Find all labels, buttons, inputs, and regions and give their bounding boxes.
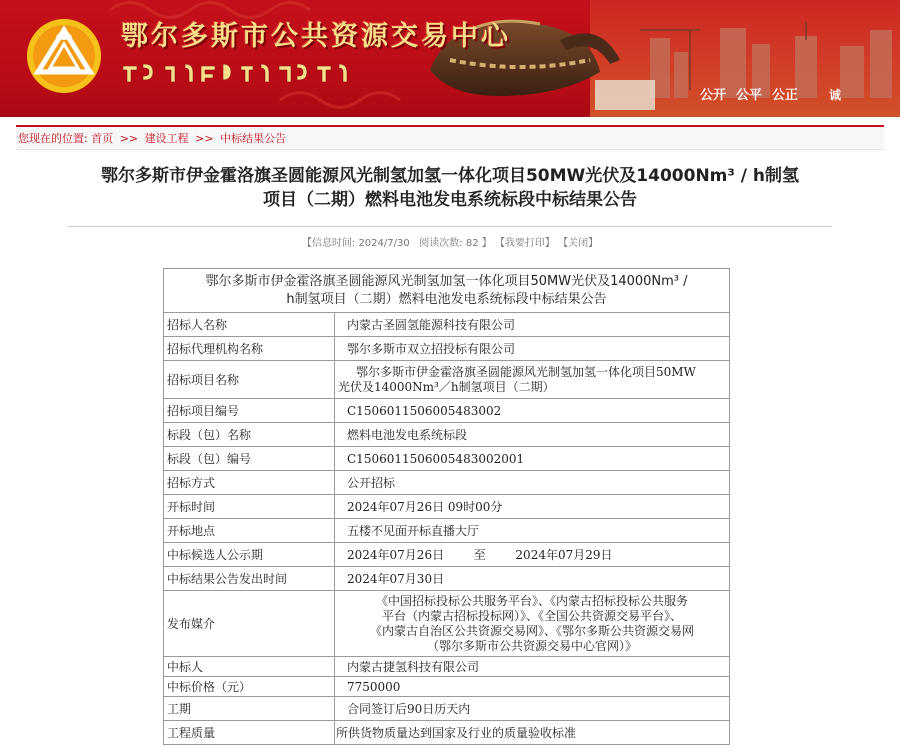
row-value: 燃料电池发电系统标段 [335, 423, 730, 447]
row-value: C1506011506005483002 [335, 399, 730, 423]
row-value-line-1: 鄂尔多斯市伊金霍洛旗圣圆能源风光制氢加氢一体化项目50MW [356, 364, 696, 379]
row-key: 标段（包）名称 [164, 423, 335, 447]
meta-close-bracket: 】 [481, 238, 492, 249]
row-value: 内蒙古捷氢科技有限公司 [335, 657, 730, 677]
table-row [164, 519, 730, 543]
row-key: 中标人 [164, 657, 335, 677]
table-row [164, 471, 730, 495]
info-time-label: 【信息时间: [301, 238, 356, 249]
title-divider [68, 226, 832, 227]
award-result-table [163, 268, 730, 745]
page-title [30, 164, 870, 212]
slogan-honest: 诚 [829, 88, 842, 102]
row-value: 公开招标 [335, 471, 730, 495]
publicity-start-date: 2024年07月26日 [347, 548, 445, 562]
table-row [164, 567, 730, 591]
table-row [164, 361, 730, 399]
table-heading [164, 269, 730, 313]
row-key: 工期 [164, 697, 335, 721]
row-key: 招标人名称 [164, 313, 335, 337]
row-key: 中标价格（元） [164, 677, 335, 697]
table-row [164, 337, 730, 361]
media-line: 《内蒙古自治区公共资源交易网》、《鄂尔多斯公共资源交易网 [369, 623, 694, 638]
table-row [164, 657, 730, 677]
media-line: 平台（内蒙古招标投标网）》、《全国公共资源交易平台》、 [381, 608, 682, 623]
media-line: 《中国招标投标公共服务平台》、《内蒙古招标投标公共服务 [375, 593, 688, 608]
info-time-value: 2024/7/30 [358, 238, 410, 249]
row-value: 2024年07月26日 09时00分 [335, 495, 730, 519]
slogan-open: 公开 [700, 88, 727, 103]
breadcrumb-award-notice-link[interactable]: 中标结果公告 [220, 132, 287, 145]
row-value-line-2: 光伏及14000Nm³／h制氢项目（二期） [338, 379, 555, 394]
table-row [164, 591, 730, 657]
table-row [164, 495, 730, 519]
row-value: C1506011506005483002001 [335, 447, 730, 471]
row-key: 开标时间 [164, 495, 335, 519]
row-value [335, 361, 730, 399]
row-value: 7750000 [335, 677, 730, 697]
row-key: 招标方式 [164, 471, 335, 495]
breadcrumb-construction-link[interactable]: 建设工程 [144, 132, 189, 145]
breadcrumb-separator: >> [195, 132, 214, 145]
views-count: 82 [465, 238, 479, 249]
site-title: 鄂尔多斯市公共资源交易中心 [121, 21, 511, 52]
table-heading-line-2: h制氢项目（二期）燃料电池发电系统标段中标结果公告 [286, 291, 607, 307]
media-line: （鄂尔多斯市公共资源交易中心官网）》 [426, 638, 637, 653]
table-row [164, 543, 730, 567]
page-title-line-1: 鄂尔多斯市伊金霍洛旗圣圆能源风光制氢加氢一体化项目50MW光伏及14000Nm³ / h制氢 [100, 166, 799, 186]
row-key: 招标项目名称 [164, 361, 335, 399]
page-title-line-2: 项目（二期）燃料电池发电系统标段中标结果公告 [263, 190, 637, 210]
slogan-just: 公正 [772, 88, 799, 103]
row-value: 合同签订后90日历天内 [335, 697, 730, 721]
row-key: 招标项目编号 [164, 399, 335, 423]
row-value: 2024年07月30日 [335, 567, 730, 591]
row-key: 发布媒介 [164, 591, 335, 657]
row-value [335, 591, 730, 657]
table-row [164, 721, 730, 745]
row-value: 鄂尔多斯市双立招投标有限公司 [335, 337, 730, 361]
breadcrumb-home-link[interactable]: 首页 [91, 132, 114, 145]
table-row [164, 697, 730, 721]
row-value [335, 543, 730, 567]
row-value: 五楼不见面开标直播大厅 [335, 519, 730, 543]
table-row [164, 313, 730, 337]
row-key: 标段（包）编号 [164, 447, 335, 471]
close-link[interactable]: 【关闭】 [558, 238, 599, 249]
row-key: 中标结果公告发出时间 [164, 567, 335, 591]
row-key: 中标候选人公示期 [164, 543, 335, 567]
table-heading-line-1: 鄂尔多斯市伊金霍洛旗圣圆能源风光制氢加氢一体化项目50MW光伏及14000Nm³ / [205, 273, 688, 289]
mongolian-title-graphic [121, 60, 361, 86]
row-value: 内蒙古圣圆氢能源科技有限公司 [335, 313, 730, 337]
slogan-fair: 公平 [736, 88, 763, 103]
breadcrumb [16, 125, 884, 150]
table-heading-row [164, 269, 730, 313]
table-row [164, 423, 730, 447]
table-row [164, 399, 730, 423]
print-link[interactable]: 【我要打印】 [494, 238, 555, 249]
table-row [164, 677, 730, 697]
publicity-end-date: 2024年07月29日 [515, 548, 613, 562]
publicity-to: 至 [473, 548, 486, 562]
row-key: 开标地点 [164, 519, 335, 543]
site-banner [0, 0, 900, 117]
site-logo-icon [26, 18, 102, 94]
row-value: 所供货物质量达到国家及行业的质量验收标准 [335, 721, 730, 745]
row-key: 招标代理机构名称 [164, 337, 335, 361]
breadcrumb-separator: >> [119, 132, 139, 145]
article-meta [0, 236, 900, 252]
row-key: 工程质量 [164, 721, 335, 745]
table-row [164, 447, 730, 471]
breadcrumb-label: 您现在的位置: [18, 132, 88, 145]
slogan [700, 84, 798, 103]
views-label: 阅读次数: [419, 238, 463, 249]
